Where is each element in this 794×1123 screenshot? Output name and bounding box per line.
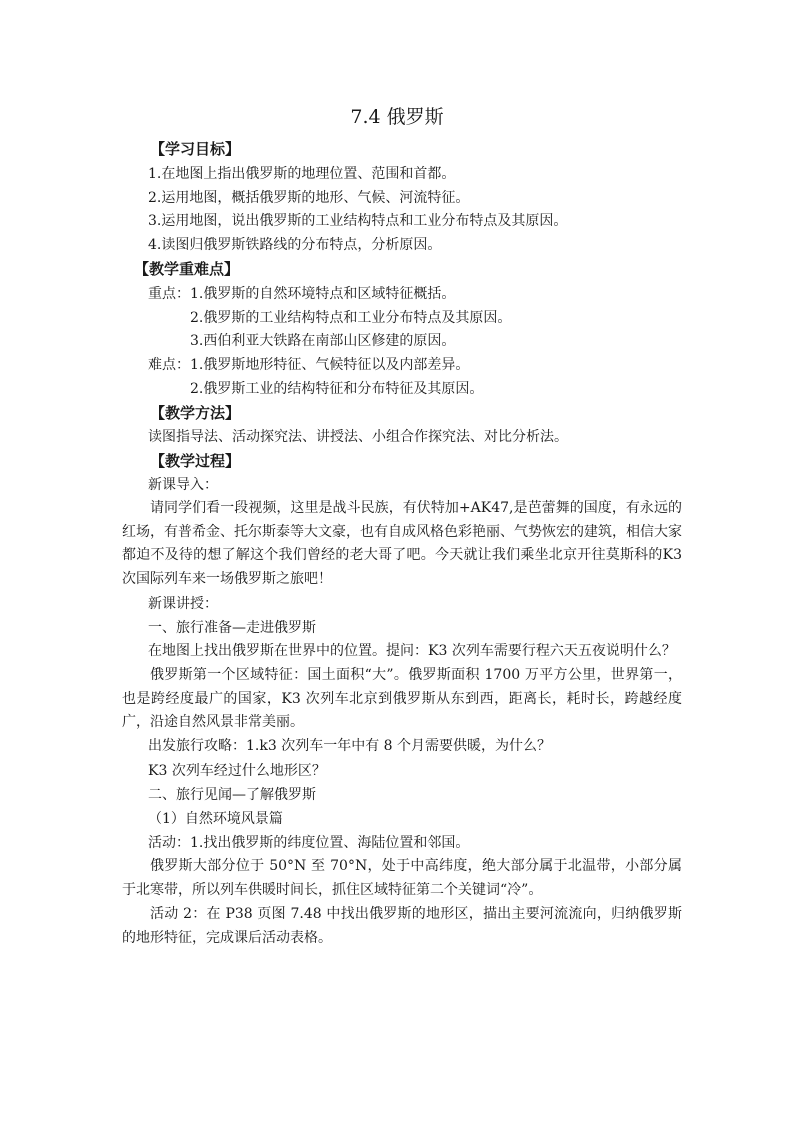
key-point-line: 重点：1.俄罗斯的自然环境特点和区域特征概括。 <box>148 286 456 302</box>
subsection-heading: （1）自然环境风景篇 <box>148 811 283 827</box>
intro-label: 新课导入： <box>148 477 218 493</box>
key-point-line: 3.西伯利亚大铁路在南部山区修建的原因。 <box>190 333 456 349</box>
goal-item: 2.运用地图，概括俄罗斯的地形、气候、河流特征。 <box>148 190 470 206</box>
goals-heading: 【学习目标】 <box>150 140 241 158</box>
process-heading: 【教学过程】 <box>150 452 241 470</box>
goal-item: 3.运用地图，说出俄罗斯的工业结构特点和工业分布特点及其原因。 <box>148 213 568 229</box>
goal-item: 4.读图归俄罗斯铁路线的分布特点，分析原因。 <box>148 237 442 253</box>
activity-line: 活动：1.找出俄罗斯的纬度位置、海陆位置和邻国。 <box>148 835 470 851</box>
paragraph: 在地图上找出俄罗斯在世界中的位置。提问：K3 次列车需要行程六天五夜说明什么？ <box>148 643 676 659</box>
paragraph: 出发旅行攻略：1.k3 次列车一年中有 8 个月需要供暖，为什么？ <box>148 738 552 754</box>
key-point-line: 2.俄罗斯的工业结构特点和工业分布特点及其原因。 <box>190 310 512 326</box>
lecture-label: 新课讲授： <box>148 596 218 612</box>
paragraph: 俄罗斯第一个区域特征：国土面积“大”。俄罗斯面积 1700 万平方公里，世界第一，也是跨经度最广的国家，K3 次列车北京到俄罗斯从东到西，距离长，耗时长，跨越经度广，沿途自然风景非常美丽。 <box>122 667 682 730</box>
activity-paragraph: 活动 2：在 P38 页图 7.48 中找出俄罗斯的地形区，描出主要河流流向，归纳俄罗斯的地形特征，完成课后活动表格。 <box>122 906 682 946</box>
intro-paragraph: 请同学们看一段视频，这里是战斗民族，有伏特加+AK47,是芭蕾舞的国度，有永远的红场，有普希金、托尔斯泰等大文豪，也有自成风格色彩艳丽、气势恢宏的建筑，相信大家都迫不及待的想了解这个我们曾经的老大哥了吧。今天就让我们乘坐北京开往莫斯科的K3次国际列车来一场俄罗斯之旅吧！ <box>122 500 682 587</box>
section-heading: 一、旅行准备—走进俄罗斯 <box>148 620 316 636</box>
keypoints-heading: 【教学重难点】 <box>134 260 240 278</box>
section-heading: 二、旅行见闻—了解俄罗斯 <box>148 787 316 803</box>
goal-item: 1.在地图上指出俄罗斯的地理位置、范围和首都。 <box>148 166 456 182</box>
methods-text: 读图指导法、活动探究法、讲授法、小组合作探究法、对比分析法。 <box>148 429 568 445</box>
difficulty-line: 2.俄罗斯工业的结构特征和分布特征及其原因。 <box>190 381 484 397</box>
difficulty-line: 难点：1.俄罗斯地形特征、气候特征以及内部差异。 <box>148 357 470 373</box>
page-title: 7.4 俄罗斯 <box>350 106 444 128</box>
paragraph: K3 次列车经过什么地形区？ <box>148 763 326 779</box>
methods-heading: 【教学方法】 <box>150 404 241 422</box>
paragraph: 俄罗斯大部分位于 50°N 至 70°N，处于中高纬度，绝大部分属于北温带，小部分属于北寒带，所以列车供暖时间长，抓住区域特征第二个关键词“冷”。 <box>122 858 682 898</box>
